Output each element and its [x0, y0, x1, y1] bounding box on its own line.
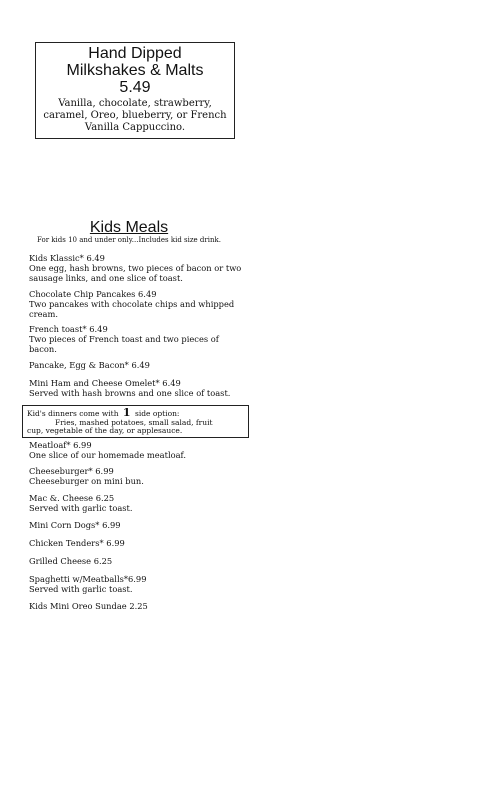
menu-item-name: Chocolate Chip Pancakes 6.49 [29, 289, 157, 299]
menu-item-name: Mini Corn Dogs* 6.99 [29, 520, 121, 530]
menu-item [29, 556, 249, 566]
milkshakes-title-line1: Hand Dipped [88, 45, 182, 62]
menu-item [29, 378, 249, 398]
menu-item-name: Meatloaf* 6.99 [29, 440, 92, 450]
menu-item-desc: Two pancakes with chocolate chips and whipped cream. [29, 299, 235, 319]
menu-item-desc: One egg, hash browns, two pieces of bacon or two sausage links, and one slice of toast. [29, 263, 242, 283]
menu-item-desc: Two pieces of French toast and two pieces of bacon. [29, 334, 219, 354]
menu-item-name: Kids Klassic* 6.49 [29, 253, 105, 263]
menu-item-desc: Cheeseburger on mini bun. [29, 476, 144, 486]
menu-item [29, 520, 249, 530]
side-option-suffix: side option: [134, 409, 180, 418]
kids-meals-subtitle: For kids 10 and under only...Includes kid size drink. [37, 236, 221, 244]
menu-item [29, 289, 249, 319]
side-option-line2: Fries, mashed potatoes, small salad, fruit [55, 417, 213, 427]
menu-item-desc: Served with garlic toast. [29, 584, 133, 594]
kids-meals-title: Kids Meals [89, 219, 169, 236]
menu-item [29, 574, 249, 594]
milkshakes-description: Vanilla, chocolate, strawberry, caramel, Oreo, blueberry, or French Vanilla Cappuccino. [43, 98, 227, 133]
menu-item [29, 538, 249, 548]
milkshakes-price: 5.49 [119, 79, 151, 96]
side-option-count: 1 [122, 406, 131, 419]
menu-item-name: Mac &. Cheese 6.25 [29, 493, 115, 503]
menu-item [29, 440, 249, 460]
menu-item-desc: One slice of our homemade meatloaf. [29, 450, 186, 460]
menu-item-name: Cheeseburger* 6.99 [29, 466, 114, 476]
menu-item [29, 253, 249, 283]
menu-item [29, 324, 249, 354]
milkshakes-box [35, 42, 235, 139]
menu-item-desc: Served with garlic toast. [29, 503, 133, 513]
menu-item-name: Spaghetti w/Meatballs*6.99 [29, 574, 147, 584]
menu-item-name: French toast* 6.49 [29, 324, 108, 334]
menu-item-name: Mini Ham and Cheese Omelet* 6.49 [29, 378, 181, 388]
menu-item [29, 360, 249, 370]
menu-item [29, 493, 249, 513]
milkshakes-title-line2: Milkshakes & Malts [66, 62, 204, 79]
menu-item [29, 466, 249, 486]
menu-item-name: Kids Mini Oreo Sundae 2.25 [29, 601, 148, 611]
menu-item-name: Pancake, Egg & Bacon* 6.49 [29, 360, 150, 370]
side-option-prefix: Kid's dinners come with [27, 409, 119, 418]
menu-item-desc: Served with hash browns and one slice of toast. [29, 388, 231, 398]
menu-item [29, 601, 249, 611]
menu-item-name: Chicken Tenders* 6.99 [29, 538, 125, 548]
side-option-line3: cup, vegetable of the day, or applesauce. [27, 426, 183, 435]
side-option-note [22, 405, 249, 438]
menu-item-name: Grilled Cheese 6.25 [29, 556, 113, 566]
